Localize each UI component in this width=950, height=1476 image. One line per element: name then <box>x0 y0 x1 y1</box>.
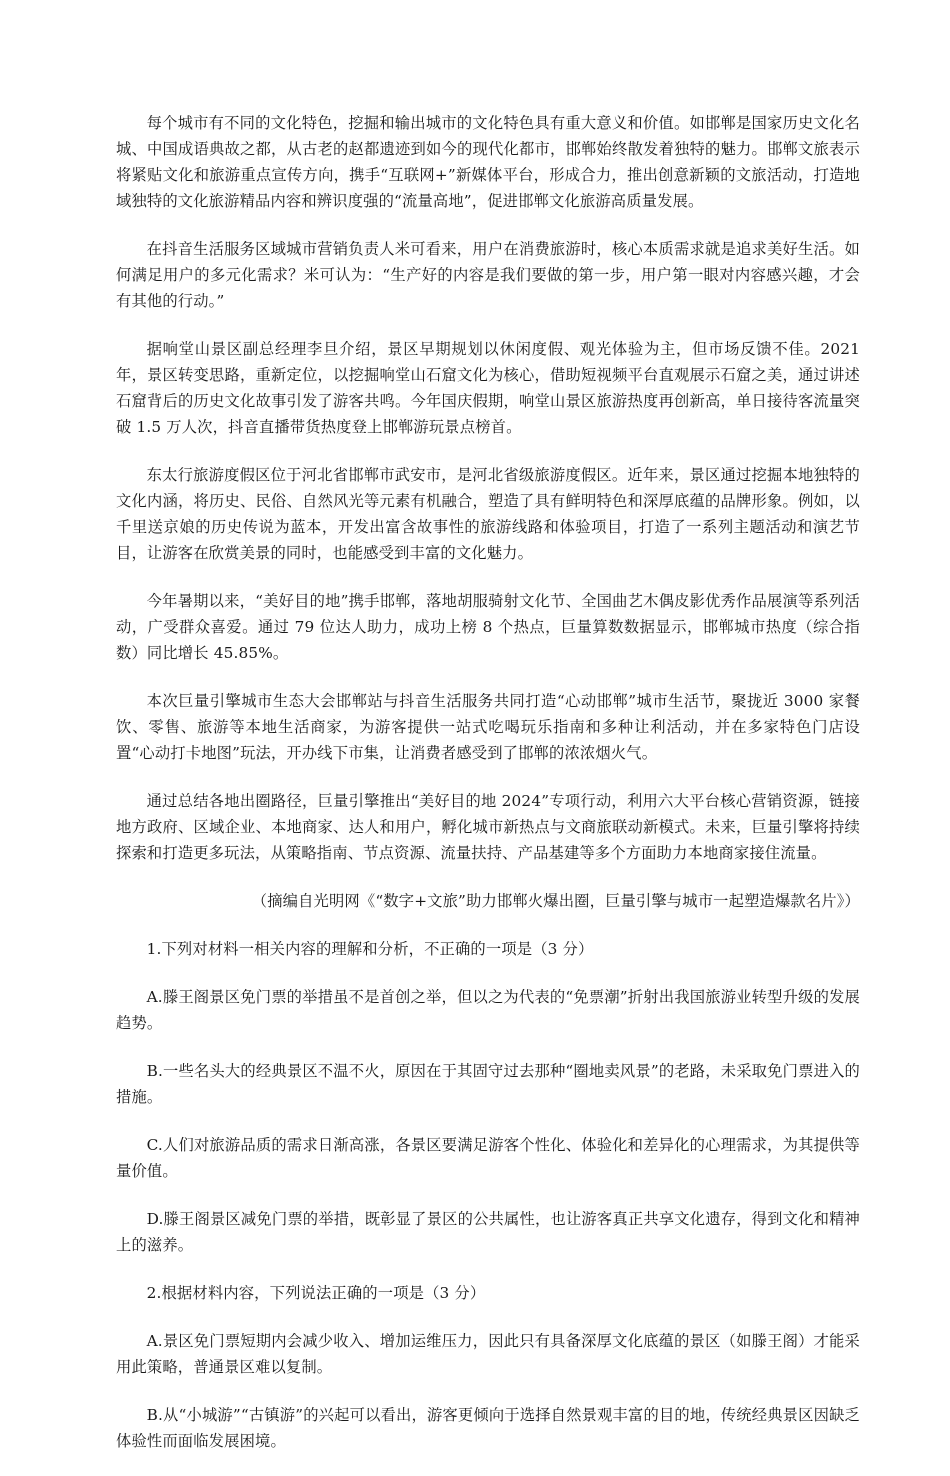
question-1-option-b: B.一些名头大的经典景区不温不火，原因在于其固守过去那种“圈地卖风景”的老路，未采取免门票进入的措施。 <box>116 1062 860 1106</box>
question-2-option-a: A.景区免门票短期内会减少收入、增加运维压力，因此只有具备深厚文化底蕴的景区（如滕王阁）才能采用此策略，普通景区难以复制。 <box>116 1332 860 1376</box>
article-body <box>116 110 860 914</box>
question-1-stem: 1.下列对材料一相关内容的理解和分析，不正确的一项是（3 分） <box>146 940 594 958</box>
article-paragraph-7: 通过总结各地出圈路径，巨量引擎推出“美好目的地 2024”专项行动，利用六大平台核心营销资源，链接地方政府、区域企业、本地商家、达人和用户，孵化城市新热点与文商旅联动新模式。未来，巨量引擎将持续探索和打造更多玩法，从策略指南、节点资源、流量扶持、产品基建等多个方面助力本地商家接住流量。 <box>116 792 860 862</box>
article-paragraph-3: 据响堂山景区副总经理李旦介绍，景区早期规划以休闲度假、观光体验为主，但市场反馈不佳。2021年，景区转变思路，重新定位，以挖掘响堂山石窟文化为核心，借助短视频平台直观展示石窟之美，通过讲述石窟背后的历史文化故事引发了游客共鸣。今年国庆假期，响堂山景区旅游热度再创新高，单日接待客流量突破 1.5 万人次，抖音直播带货热度登上邯郸游玩景点榜首。 <box>116 340 860 436</box>
question-1-option-d: D.滕王阁景区减免门票的举措，既彰显了景区的公共属性，也让游客真正共享文化遗存，得到文化和精神上的滋养。 <box>116 1210 860 1254</box>
question-1 <box>116 936 860 1258</box>
article-paragraph-6: 本次巨量引擎城市生态大会邯郸站与抖音生活服务共同打造“心动邯郸”城市生活节，聚拢近 3000 家餐饮、零售、旅游等本地生活商家，为游客提供一站式吃喝玩乐指南和多种让利活动，并在多家特色门店设置“心动打卡地图”玩法，开办线下市集，让消费者感受到了邯郸的浓浓烟火气。 <box>116 692 860 762</box>
article-paragraph-5: 今年暑期以来，“美好目的地”携手邯郸，落地胡服骑射文化节、全国曲艺木偶皮影优秀作品展演等系列活动，广受群众喜爱。通过 79 位达人助力，成功上榜 8 个热点，巨量算数数据显示，邯郸城市热度（综合指数）同比增长 45.85%。 <box>116 592 860 662</box>
question-2-option-b: B.从“小城游”“古镇游”的兴起可以看出，游客更倾向于选择自然景观丰富的目的地，传统经典景区因缺乏体验性而面临发展困境。 <box>116 1406 860 1450</box>
article-paragraph-1: 每个城市有不同的文化特色，挖掘和输出城市的文化特色具有重大意义和价值。如邯郸是国家历史文化名城、中国成语典故之都，从古老的赵都遗迹到如今的现代化都市，邯郸始终散发着独特的魅力。邯郸文旅表示将紧贴文化和旅游重点宣传方向，携手“互联网+”新媒体平台，形成合力，推出创意新颖的文旅活动，打造地域独特的文化旅游精品内容和辨识度强的“流量高地”，促进邯郸文化旅游高质量发展。 <box>116 114 860 210</box>
article-source: （摘编自光明网《“数字+文旅”助力邯郸火爆出圈，巨量引擎与城市一起塑造爆款名片》） <box>251 892 860 910</box>
question-2 <box>116 1280 860 1454</box>
question-1-option-c: C.人们对旅游品质的需求日渐高涨，各景区要满足游客个性化、体验化和差异化的心理需求，为其提供等量价值。 <box>116 1136 860 1180</box>
document-page <box>116 110 860 1476</box>
question-2-stem: 2.根据材料内容，下列说法正确的一项是（3 分） <box>146 1284 486 1302</box>
question-1-option-a: A.滕王阁景区免门票的举措虽不是首创之举，但以之为代表的“免票潮”折射出我国旅游业转型升级的发展趋势。 <box>116 988 860 1032</box>
article-paragraph-4: 东太行旅游度假区位于河北省邯郸市武安市，是河北省级旅游度假区。近年来，景区通过挖掘本地独特的文化内涵，将历史、民俗、自然风光等元素有机融合，塑造了具有鲜明特色和深厚底蕴的品牌形象。例如，以千里送京娘的历史传说为蓝本，开发出富含故事性的旅游线路和体验项目，打造了一系列主题活动和演艺节目，让游客在欣赏美景的同时，也能感受到丰富的文化魅力。 <box>116 466 860 562</box>
article-paragraph-2: 在抖音生活服务区域城市营销负责人米可看来，用户在消费旅游时，核心本质需求就是追求美好生活。如何满足用户的多元化需求？米可认为：“生产好的内容是我们要做的第一步，用户第一眼对内容感兴趣，才会有其他的行动。” <box>116 240 860 310</box>
